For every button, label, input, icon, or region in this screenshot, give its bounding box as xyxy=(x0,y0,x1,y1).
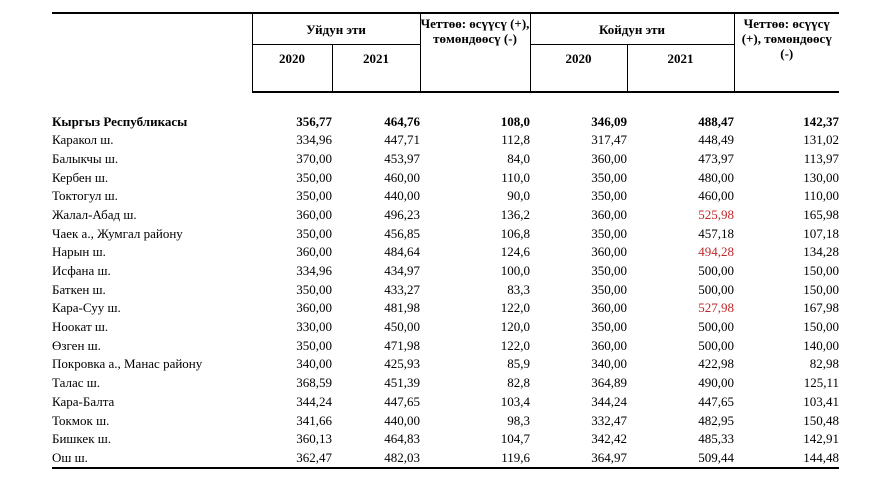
mutton-change-cell: 142,37 xyxy=(803,113,840,129)
mutton-2021-cell: 500,00 xyxy=(698,281,735,297)
mutton-2020-cell: 350,00 xyxy=(591,263,628,279)
beef-2021-cell: 484,64 xyxy=(384,244,421,260)
beef-2020-cell: 350,00 xyxy=(296,281,332,297)
beef-change-cell: 108,0 xyxy=(500,113,531,129)
mutton-change-cell: 150,00 xyxy=(803,281,840,297)
mutton-change-cell: 107,18 xyxy=(803,225,840,241)
region-name-cell: Ноокат ш. xyxy=(52,319,109,335)
mutton-header: Койдун эти xyxy=(530,13,734,45)
beef-change-cell: 120,0 xyxy=(500,319,531,335)
beef-2021-cell: 447,65 xyxy=(384,393,421,409)
beef-change-cell: 98,3 xyxy=(507,412,531,428)
beef-2020-cell: 350,00 xyxy=(296,337,332,353)
region-name-cell: Токтогул ш. xyxy=(52,188,118,204)
beef-change-cell: 83,3 xyxy=(507,281,531,297)
mutton-2021-cell: 527,98 xyxy=(698,300,735,316)
beef-2021-cell: 482,03 xyxy=(332,448,420,468)
region-name-cell: Талас ш. xyxy=(52,375,101,391)
mutton-change-cell: 131,02 xyxy=(803,132,840,148)
mutton-2020-cell: 360,00 xyxy=(591,300,628,316)
table-row xyxy=(52,168,839,187)
mutton-2021-header: 2021 xyxy=(627,45,734,93)
beef-change-cell: 90,0 xyxy=(507,188,531,204)
mutton-2021-cell: 473,97 xyxy=(698,150,735,166)
beef-2021-cell: 481,98 xyxy=(384,300,421,316)
region-name-cell: Токмок ш. xyxy=(52,412,110,428)
beef-change-cell: 112,8 xyxy=(501,132,531,148)
beef-change-cell: 100,0 xyxy=(500,263,531,279)
mutton-2021-cell: 509,44 xyxy=(627,448,734,468)
table-row xyxy=(52,373,839,392)
table-row xyxy=(52,130,839,149)
beef-2020-cell: 350,00 xyxy=(296,225,332,241)
mutton-2021-cell: 460,00 xyxy=(698,188,735,204)
region-name-cell: Нарын ш. xyxy=(52,244,106,260)
beef-2020-cell: 356,77 xyxy=(296,113,332,129)
beef-2020-cell: 360,00 xyxy=(296,206,332,222)
beef-change-cell: 110,0 xyxy=(501,169,531,185)
mutton-2020-cell: 317,47 xyxy=(591,132,628,148)
beef-2020-cell: 360,00 xyxy=(296,244,332,260)
table-body xyxy=(52,92,839,468)
beef-change-header: Четтөө: өсүүсү (+), төмөндөөсү (-) xyxy=(420,13,530,92)
beef-2020-cell: 334,96 xyxy=(296,263,332,279)
table-row xyxy=(52,317,839,336)
beef-2020-cell: 362,47 xyxy=(252,448,332,468)
region-name-cell: Жалал-Абад ш. xyxy=(52,206,137,222)
mutton-2020-cell: 360,00 xyxy=(591,150,628,166)
mutton-change-cell: 82,98 xyxy=(809,356,840,372)
table-row xyxy=(52,411,839,430)
mutton-2020-cell: 350,00 xyxy=(591,319,628,335)
beef-change-cell: 122,0 xyxy=(500,300,531,316)
mutton-change-header: Четтөө: өсүүсү (+), төмөндөөсү (-) xyxy=(734,13,839,92)
region-name-cell: Кара-Балта xyxy=(52,393,115,409)
table-row xyxy=(52,186,839,205)
region-name-cell: Исфана ш. xyxy=(52,263,111,279)
mutton-change-cell: 144,48 xyxy=(734,448,839,468)
mutton-2021-cell: 488,47 xyxy=(698,113,735,129)
beef-2021-cell: 456,85 xyxy=(384,225,421,241)
mutton-2021-cell: 500,00 xyxy=(698,263,735,279)
mutton-2020-cell: 350,00 xyxy=(591,225,628,241)
beef-2020-cell: 368,59 xyxy=(296,375,332,391)
beef-2020-cell: 341,66 xyxy=(296,412,332,428)
mutton-2020-cell: 350,00 xyxy=(591,169,628,185)
beef-change-cell: 119,6 xyxy=(420,448,530,468)
beef-change-cell: 82,8 xyxy=(507,375,531,391)
mutton-change-cell: 134,28 xyxy=(803,244,840,260)
mutton-2020-cell: 350,00 xyxy=(591,188,628,204)
mutton-2021-cell: 482,95 xyxy=(698,412,735,428)
mutton-2021-cell: 485,33 xyxy=(698,431,735,447)
table-row xyxy=(52,149,839,168)
table-row xyxy=(52,280,839,299)
region-name-cell: Каракол ш. xyxy=(52,132,114,148)
beef-2021-cell: 433,27 xyxy=(384,281,421,297)
table-row xyxy=(52,261,839,280)
region-header xyxy=(52,13,252,92)
mutton-2020-cell: 332,47 xyxy=(591,412,628,428)
beef-2020-cell: 360,13 xyxy=(296,431,332,447)
beef-2021-cell: 447,71 xyxy=(384,132,421,148)
table-row xyxy=(52,205,839,224)
beef-change-cell: 122,0 xyxy=(500,337,531,353)
beef-2020-header: 2020 xyxy=(252,45,332,93)
mutton-2021-cell: 447,65 xyxy=(698,393,735,409)
mutton-2020-cell: 340,00 xyxy=(591,356,628,372)
mutton-change-cell: 150,00 xyxy=(803,319,840,335)
table-row xyxy=(52,336,839,355)
mutton-change-cell: 125,11 xyxy=(803,375,840,391)
beef-2020-cell: 340,00 xyxy=(296,356,332,372)
beef-2021-cell: 464,76 xyxy=(384,113,421,129)
beef-2021-cell: 453,97 xyxy=(384,150,421,166)
table-row xyxy=(52,448,839,468)
mutton-change-cell: 140,00 xyxy=(803,337,840,353)
mutton-2021-cell: 500,00 xyxy=(698,337,735,353)
price-table xyxy=(52,12,839,469)
mutton-2020-header: 2020 xyxy=(530,45,627,93)
beef-change-cell: 124,6 xyxy=(500,244,531,260)
beef-2020-cell: 350,00 xyxy=(296,188,332,204)
table-row xyxy=(52,429,839,448)
region-name-cell: Балыкчы ш. xyxy=(52,150,119,166)
beef-2020-cell: 350,00 xyxy=(296,169,332,185)
mutton-2021-cell: 422,98 xyxy=(698,356,735,372)
table-row xyxy=(52,224,839,243)
mutton-2021-cell: 490,00 xyxy=(698,375,735,391)
beef-2021-cell: 434,97 xyxy=(384,263,421,279)
mutton-2020-cell: 364,97 xyxy=(530,448,627,468)
mutton-2020-cell: 360,00 xyxy=(591,337,628,353)
mutton-2021-cell: 448,49 xyxy=(698,132,735,148)
region-name-cell: Баткен ш. xyxy=(52,281,106,297)
beef-2021-cell: 471,98 xyxy=(384,337,421,353)
table-row xyxy=(52,392,839,411)
mutton-change-cell: 142,91 xyxy=(803,431,840,447)
beef-2020-cell: 360,00 xyxy=(296,300,332,316)
mutton-change-cell: 110,00 xyxy=(803,188,840,204)
table-row xyxy=(52,355,839,374)
beef-2021-cell: 440,00 xyxy=(384,188,421,204)
total-row xyxy=(52,112,839,131)
mutton-2021-cell: 494,28 xyxy=(698,244,735,260)
beef-2021-cell: 496,23 xyxy=(384,206,421,222)
mutton-2020-cell: 344,24 xyxy=(591,393,628,409)
beef-2021-header: 2021 xyxy=(332,45,420,93)
mutton-change-cell: 113,97 xyxy=(803,150,840,166)
beef-2021-cell: 440,00 xyxy=(384,412,421,428)
beef-change-cell: 106,8 xyxy=(500,225,531,241)
mutton-2021-cell: 480,00 xyxy=(698,169,735,185)
mutton-2021-cell: 500,00 xyxy=(698,319,735,335)
beef-2020-cell: 334,96 xyxy=(296,132,332,148)
beef-change-cell: 85,9 xyxy=(507,356,531,372)
table-row xyxy=(52,243,839,262)
beef-change-cell: 103,4 xyxy=(500,393,531,409)
mutton-2021-cell: 457,18 xyxy=(698,225,735,241)
beef-header: Уйдун эти xyxy=(252,13,420,45)
header-spacer xyxy=(52,92,839,112)
beef-2021-cell: 464,83 xyxy=(384,431,421,447)
region-name-cell: Кыргыз Республикасы xyxy=(52,113,188,129)
mutton-change-cell: 150,00 xyxy=(803,263,840,279)
region-name-cell: Өзген ш. xyxy=(52,337,101,353)
region-name-cell: Чаек а., Жумгал району xyxy=(52,225,183,241)
mutton-2020-cell: 346,09 xyxy=(591,113,628,129)
beef-2021-cell: 450,00 xyxy=(384,319,421,335)
mutton-2020-cell: 342,42 xyxy=(591,431,628,447)
mutton-change-cell: 103,41 xyxy=(803,393,840,409)
mutton-change-cell: 165,98 xyxy=(803,206,840,222)
beef-2020-cell: 344,24 xyxy=(296,393,332,409)
mutton-change-cell: 130,00 xyxy=(803,169,840,185)
region-name-cell: Кара-Суу ш. xyxy=(52,300,121,316)
region-name-cell: Бишкек ш. xyxy=(52,431,112,447)
beef-2021-cell: 451,39 xyxy=(384,375,421,391)
region-name-cell: Покровка а., Манас району xyxy=(52,356,203,372)
beef-2020-cell: 370,00 xyxy=(296,150,332,166)
mutton-change-cell: 167,98 xyxy=(803,300,840,316)
beef-2020-cell: 330,00 xyxy=(296,319,332,335)
region-name-cell: Кербен ш. xyxy=(52,169,109,185)
beef-2021-cell: 460,00 xyxy=(384,169,421,185)
mutton-change-cell: 150,48 xyxy=(803,412,840,428)
region-name-cell: Ош ш. xyxy=(52,448,252,468)
mutton-2020-cell: 364,89 xyxy=(591,375,628,391)
mutton-2021-cell: 525,98 xyxy=(698,206,735,222)
mutton-2020-cell: 360,00 xyxy=(591,244,628,260)
beef-change-cell: 84,0 xyxy=(507,150,531,166)
mutton-2020-cell: 350,00 xyxy=(591,281,628,297)
table-row xyxy=(52,299,839,318)
beef-2021-cell: 425,93 xyxy=(384,356,421,372)
beef-change-cell: 136,2 xyxy=(500,206,531,222)
beef-change-cell: 104,7 xyxy=(500,431,531,447)
mutton-2020-cell: 360,00 xyxy=(591,206,628,222)
